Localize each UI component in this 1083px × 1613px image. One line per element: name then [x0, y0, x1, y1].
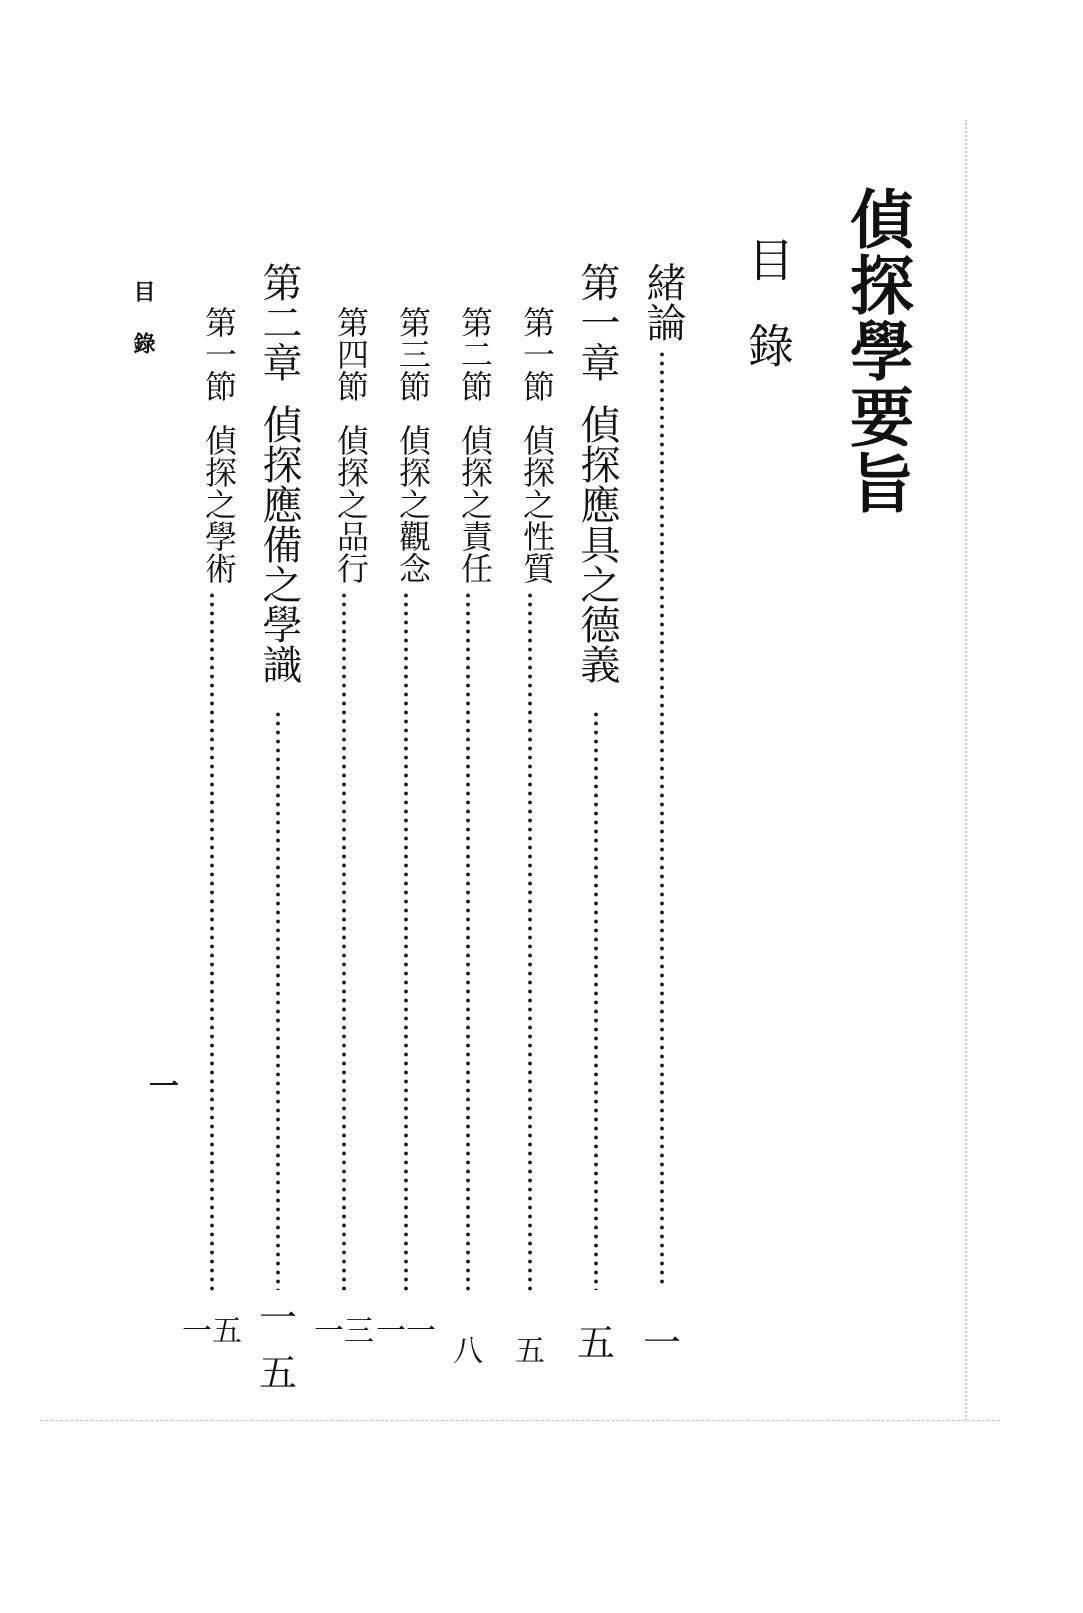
toc-entry-section-1-4: [314, 306, 374, 1376]
toc-entry-prefix: 第一節: [200, 306, 238, 402]
toc-entry-label: [376, 306, 436, 584]
toc-entry-title: 偵探應具之德義: [574, 404, 620, 684]
toc-entry-section-1-2: [438, 306, 498, 1376]
toc-entry-title: 偵探之品行: [332, 424, 370, 584]
toc-entry-page: 五: [515, 1334, 545, 1369]
toc-entry-label: [566, 262, 626, 684]
toc-heading: 目錄: [741, 236, 795, 408]
leader-dots: [276, 710, 280, 1290]
leader-dots: [594, 710, 598, 1290]
book-title: 偵探學要旨: [839, 186, 914, 516]
toc-entry-chapter-1: [566, 262, 626, 1372]
toc-entry-page: 一一: [376, 1314, 436, 1349]
toc-entry-page: 一: [642, 1321, 681, 1365]
toc-entry-prefix: 第四節: [332, 306, 370, 402]
toc-entry-label: [314, 306, 374, 584]
toc-entry-title: 偵探應備之學識: [256, 404, 302, 684]
toc-entry-prefix: 第二節: [456, 306, 494, 402]
leader-dots: [660, 350, 664, 1285]
running-head: 目錄: [130, 280, 156, 384]
leader-dots: [210, 591, 214, 1291]
toc-entry-prefix: 第二章: [256, 262, 302, 382]
toc-entry-label: [632, 262, 692, 342]
toc-entry-title: 偵探之學術: [200, 424, 238, 584]
toc-entry-page: 一五: [182, 1314, 242, 1349]
folio-page-number: 一: [143, 1070, 178, 1100]
scan-edge-artifact: [965, 120, 1012, 1420]
leader-dots: [466, 591, 470, 1291]
toc-entry-prefix: 第一節: [518, 306, 556, 402]
toc-entry-page: 八: [453, 1334, 483, 1369]
toc-entry-chapter-2: [248, 262, 308, 1395]
scan-bottom-line: [40, 1420, 1000, 1421]
toc-entry-title: 偵探之觀念: [394, 424, 432, 584]
toc-entry-prefix: 緒論: [640, 262, 686, 342]
toc-entry-label: [248, 262, 308, 684]
toc-entry-prefix: 第三節: [394, 306, 432, 402]
toc-entry-page: 一三: [314, 1314, 374, 1349]
toc-entry-introduction: [632, 262, 692, 1372]
toc-entry-title: 偵探之性質: [518, 424, 556, 584]
leader-dots: [342, 591, 346, 1291]
toc-entry-label: [438, 306, 498, 584]
toc-entry-label: [182, 306, 242, 584]
toc-entry-prefix: 第一章: [574, 262, 620, 382]
toc-entry-section-1-3: [376, 306, 436, 1376]
toc-entry-section-2-1: [182, 306, 242, 1376]
leader-dots: [404, 591, 408, 1291]
toc-entry-title: 偵探之責任: [456, 424, 494, 584]
toc-entry-label: [500, 306, 560, 584]
leader-dots: [528, 591, 532, 1291]
toc-entry-page: 五: [576, 1321, 615, 1365]
toc-entry-page: 一五: [258, 1296, 297, 1395]
toc-entry-section-1-1: [500, 306, 560, 1376]
